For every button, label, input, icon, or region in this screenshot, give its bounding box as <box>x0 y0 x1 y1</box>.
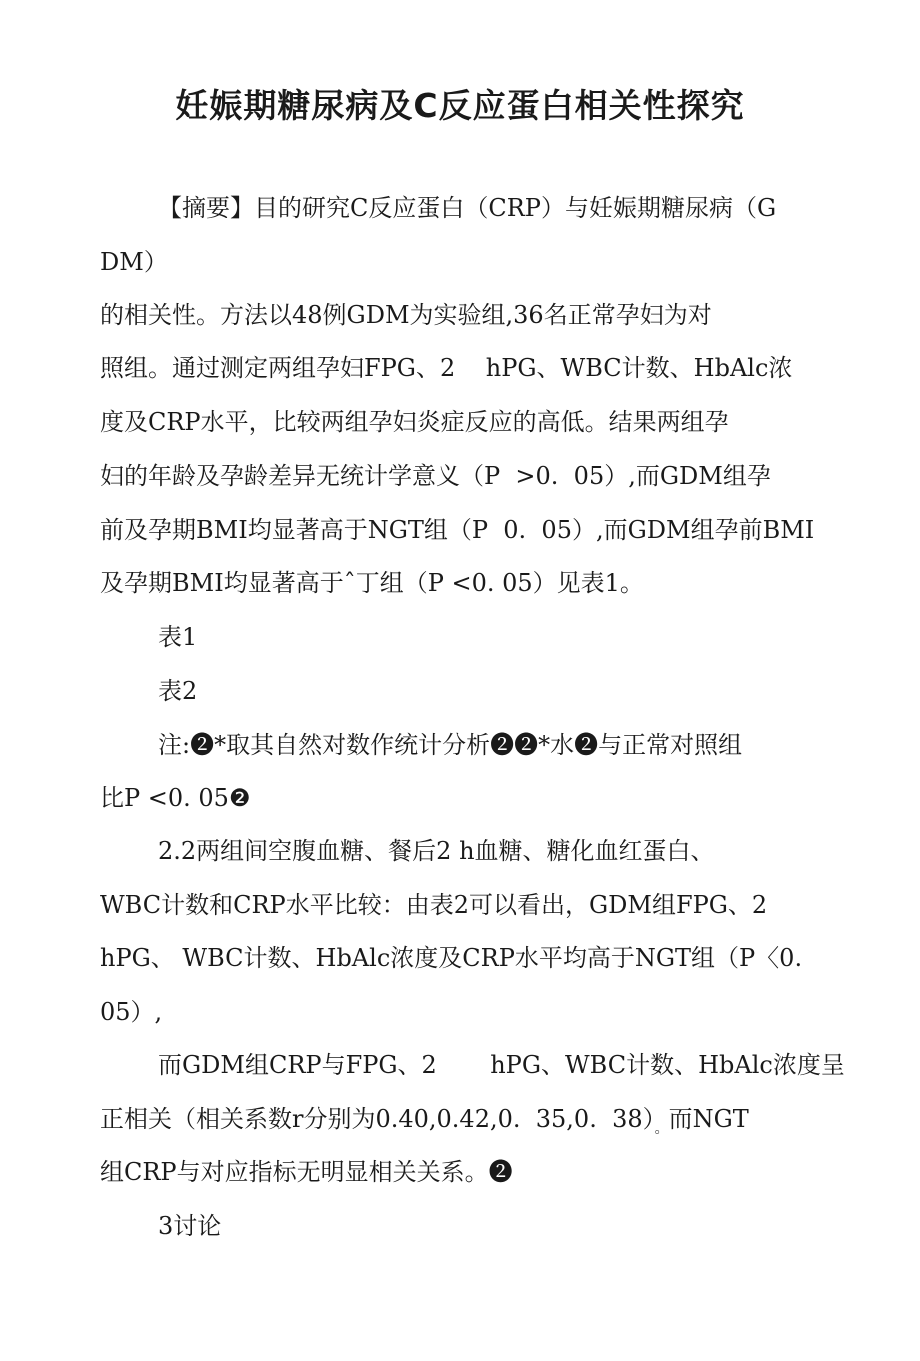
correlation-text: 正相关（相关系数r分别为0.40,0.42,0. 35,0. 38） <box>100 1105 655 1133</box>
result-line-3: hPG、 WBC计数、HbAlc浓度及CRP水平均高于NGT组（P〈0. <box>100 944 803 972</box>
correlation-tail: 而NGT <box>668 1105 749 1133</box>
table-2-label: 表2 <box>158 677 198 705</box>
subscript-mark: 。 <box>654 1121 669 1137</box>
result-line-1: 2.2两组间空腹血糖、餐后2 h血糖、糖化血红蛋白、 <box>158 837 715 865</box>
note-line-2: 比P <0. 05❷ <box>100 784 251 812</box>
note-line-1: 注:❷*取其自然对数作统计分析❷❷*水❷与正常对照组 <box>158 731 743 759</box>
table-1-label: 表1 <box>158 623 198 651</box>
abstract-line-8: 及孕期BMI均显著高于ˆ丁组（P <0. 05）见表1。 <box>100 569 644 597</box>
abstract-line-3: 的相关性。方法以48例GDM为实验组,36名正常孕妇为对 <box>100 301 712 329</box>
document-title: 妊娠期糖尿病及C反应蛋白相关性探究 <box>175 86 745 125</box>
abstract-line-2: DM） <box>100 248 168 276</box>
correlation-line-3: 组CRP与对应指标无明显相关关系。❷ <box>100 1158 513 1186</box>
correlation-line-1: 而GDM组CRP与FPG、2 hPG、WBC计数、HbAlc浓度呈 <box>158 1051 845 1079</box>
correlation-line-2 <box>100 1103 825 1145</box>
section-3-heading: 3讨论 <box>158 1212 222 1240</box>
result-line-4: 05）, <box>100 998 163 1026</box>
abstract-line-4: 照组。通过测定两组孕妇FPG、2 hPG、WBC计数、HbAlc浓 <box>100 354 793 382</box>
abstract-line-1: 【摘要】目的研究C反应蛋白（CRP）与妊娠期糖尿病（G <box>158 194 777 222</box>
result-line-2: WBC计数和CRP水平比较：由表2可以看出，GDM组FPG、2 <box>100 891 768 919</box>
abstract-line-7: 前及孕期BMI均显著高于NGT组（P 0. 05）,而GDM组孕前BMI <box>100 516 815 544</box>
abstract-line-5: 度及CRP水平，比较两组孕妇炎症反应的高低。结果两组孕 <box>100 408 729 436</box>
abstract-line-6: 妇的年龄及孕龄差异无统计学意义（P >0. 05）,而GDM组孕 <box>100 462 771 490</box>
